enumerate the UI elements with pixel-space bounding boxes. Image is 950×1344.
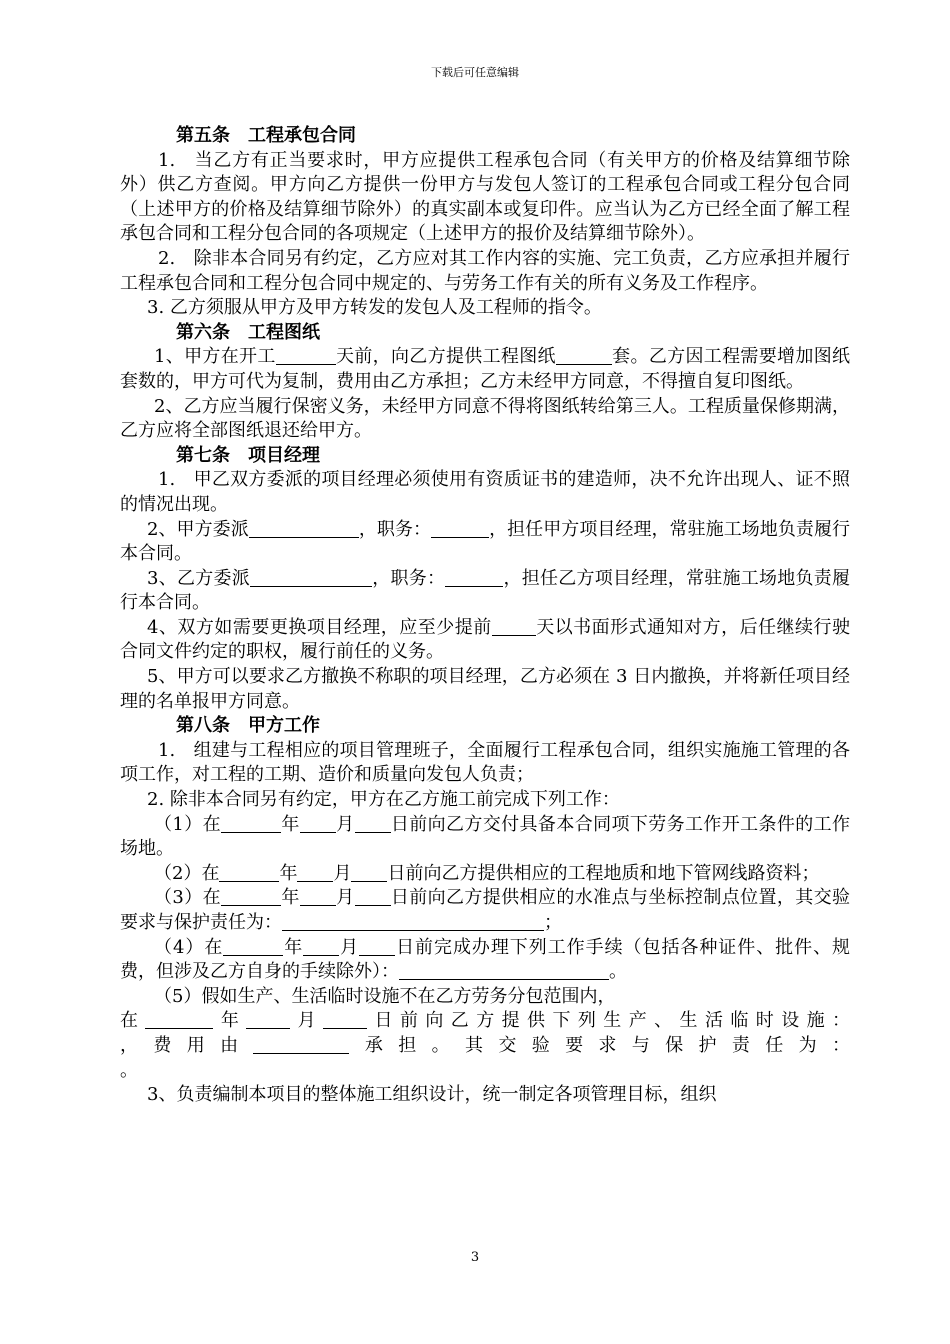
blank-procedures xyxy=(399,961,609,980)
blank-cost-bearer xyxy=(253,1035,349,1054)
blank-party-b-position xyxy=(445,568,503,587)
blank-days xyxy=(276,346,336,365)
blank-month xyxy=(303,937,339,956)
blank-year xyxy=(221,814,281,833)
blank-year xyxy=(145,1010,213,1029)
blank-day xyxy=(323,1010,367,1029)
article-7-clause-5: 5、甲方可以要求乙方撤换不称职的项目经理，乙方必须在 3 日内撤换，并将新任项目经理的名单报甲方同意。 xyxy=(120,666,850,712)
blank-month xyxy=(300,814,336,833)
blank-notice-days xyxy=(492,617,536,636)
article-7-clause-3: 3、乙方委派 ，职务： ，担任乙方项目经理，常驻施工场地负责履行本合同。 xyxy=(120,567,851,614)
blank-party-a-manager xyxy=(249,519,359,538)
blank-acceptance-requirements xyxy=(282,912,544,931)
blank-year xyxy=(219,863,279,882)
article-5-clause-1: 1. 当乙方有正当要求时，甲方应提供工程承包合同（有关甲方的价格及结算细节除外）供乙方查阅。甲方向乙方提供一份甲方与发包人签订的工程承包合同或工程分包合同（上述甲方的价格及结算细节除外）的真实副本或复印件。应当认为乙方已经全面了解工程承包合同和工程分包合同的各项规定（上述甲方的报价及结算细节除外）。 xyxy=(120,149,850,245)
article-5-title: 第五条 工程承包合同 xyxy=(176,125,356,146)
article-8-item-3: （3）在 年 月 日前向乙方提供相应的水准点与坐标控制点位置，其交验要求与保护责任为： ； xyxy=(120,887,851,933)
blank-day xyxy=(351,863,387,882)
article-8-clause-2: 2. 除非本合同另有约定，甲方在乙方施工前完成下列工作： xyxy=(147,789,620,811)
article-8-title: 第八条 甲方工作 xyxy=(176,715,320,737)
article-8-item-5: （5）假如生产、生活临时设施不在乙方劳务分包范围内， xyxy=(154,985,616,1007)
article-6-clause-1: 1、甲方在开工 天前，向乙方提供工程图纸 套。乙方因工程需要增加图纸套数的，甲方可代为复制，费用由乙方承担；乙方未经甲方同意，不得擅自复印图纸。 xyxy=(120,346,851,392)
article-8-clause-1: 1. 组建与工程相应的项目管理班子，全面履行工程承包合同，组织实施施工管理的各项工作，对工程的工期、造价和质量向发包人负责； xyxy=(120,739,850,786)
article-8-item-4: （4）在 年 月 日前完成办理下列工作手续（包括各种证件、批件、规费，但涉及乙方自身的手续除外）： 。 xyxy=(120,936,851,983)
article-7-clause-2: 2、甲方委派 ，职务： ，担任甲方项目经理，常驻施工场地负责履行本合同。 xyxy=(120,518,851,565)
blank-sets xyxy=(556,346,612,365)
blank-day xyxy=(355,814,391,833)
article-7-clause-1: 1. 甲乙双方委派的项目经理必须使用有资质证书的建造师，决不允许出现人、证不照的情况出现。 xyxy=(120,469,850,515)
article-5-clause-3: 3. 乙方须服从甲方及甲方转发的发包人及工程师的指令。 xyxy=(147,297,602,319)
article-8-item-5-line-2: 在 年 月 日前向乙方提供下列生产、生活临时设施： xyxy=(120,1010,851,1032)
blank-party-b-manager xyxy=(250,568,372,587)
blank-party-a-position xyxy=(431,519,489,538)
blank-day xyxy=(355,887,391,906)
page-number: 3 xyxy=(470,1250,480,1265)
blank-year xyxy=(221,887,281,906)
blank-month xyxy=(297,863,333,882)
blank-month xyxy=(300,887,336,906)
article-8-item-5-line-4: 。 xyxy=(120,1059,138,1081)
article-5-clause-2: 2. 除非本合同另有约定，乙方应对其工作内容的实施、完工负责，乙方应承担并履行工程承包合同和工程分包合同中规定的、与劳务工作有关的所有义务及工作程序。 xyxy=(120,247,850,294)
page-header: 下载后可任意编辑 xyxy=(431,66,519,79)
article-6-title: 第六条 工程图纸 xyxy=(176,321,320,343)
blank-month xyxy=(246,1010,290,1029)
article-8-item-1: （1）在 年 月 日前向乙方交付具备本合同项下劳务工作开工条件的工作场地。 xyxy=(120,813,851,860)
article-8-clause-3: 3、负责编制本项目的整体施工组织设计，统一制定各项管理目标，组织 xyxy=(147,1084,717,1106)
blank-day xyxy=(359,937,395,956)
article-6-clause-2: 2、乙方应当履行保密义务，未经甲方同意不得将图纸转给第三人。工程质量保修期满，乙方应将全部图纸退还给甲方。 xyxy=(120,395,850,442)
blank-year xyxy=(223,937,283,956)
article-7-clause-4: 4、双方如需要更换项目经理，应至少提前 天以书面形式通知对方，后任继续行驶合同文件约定的职权，履行前任的义务。 xyxy=(120,616,851,663)
document-body xyxy=(120,124,850,1108)
article-8-item-5-line-3: ，费用由 承担。其交验要求与保护责任为： xyxy=(120,1034,851,1056)
article-7-title: 第七条 项目经理 xyxy=(176,444,320,466)
article-8-item-2: （2）在 年 月 日前向乙方提供相应的工程地质和地下管网线路资料； xyxy=(154,862,820,884)
